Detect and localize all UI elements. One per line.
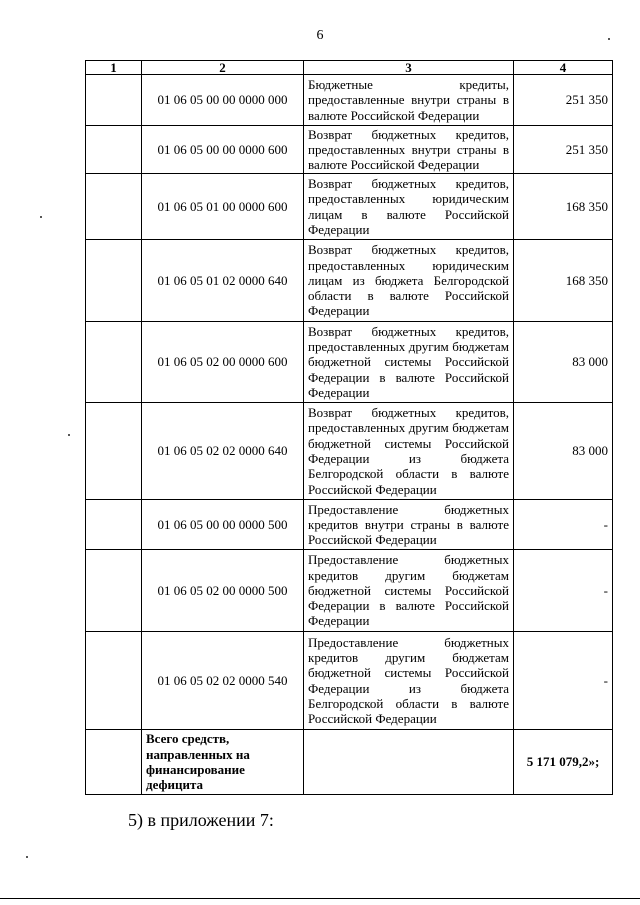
item-name: Предоставление бюджетных кредитов другим бюджетам бюджетной системы Российской Федерации из бюджета Белгородской области в валюте Российской Федерации [304,632,514,730]
item-name: Бюджетные кредиты, предоставленные внутри страны в валюте Российской Федерации [304,75,514,126]
table-row [86,550,613,632]
empty-cell [86,550,142,632]
scan-speck [68,434,70,436]
budget-code: 01 06 05 00 00 0000 600 [142,126,304,174]
item-amount: - [514,550,613,632]
item-name: Возврат бюджетных кредитов, предоставленных внутри страны в валюте Российской Федерации [304,126,514,174]
total-amount: 5 171 079,2»; [514,730,613,795]
item-amount: 168 350 [514,174,613,240]
budget-code: 01 06 05 02 02 0000 640 [142,403,304,500]
budget-code: 01 06 05 01 00 0000 600 [142,174,304,240]
table-row [86,322,613,403]
table-header-row [86,61,613,75]
empty-cell [86,632,142,730]
item-name: Возврат бюджетных кредитов, предоставленных юридическим лицам из бюджета Белгородской области в валюте Российской Федерации [304,240,514,322]
empty-cell [86,240,142,322]
scan-speck [608,38,610,40]
sources-financing-table [85,60,613,795]
budget-code: 01 06 05 02 00 0000 500 [142,550,304,632]
column-header-4: 4 [514,61,613,75]
empty-cell [86,174,142,240]
empty-cell [86,403,142,500]
item-name: Возврат бюджетных кредитов, предоставленных другим бюджетам бюджетной системы Российской Федерации из бюджета Белгородской области в валюте Российской Федерации [304,403,514,500]
item-name: Предоставление бюджетных кредитов другим бюджетам бюджетной системы Российской Федерации в валюте Российской Федерации [304,550,514,632]
empty-cell [86,730,142,795]
scan-speck [26,856,28,858]
table-row [86,174,613,240]
table-row [86,75,613,126]
budget-code: 01 06 05 01 02 0000 640 [142,240,304,322]
total-label: Всего средств, направленных на финансирование дефицита [142,730,304,795]
item-amount: 83 000 [514,403,613,500]
item-amount: 83 000 [514,322,613,403]
empty-cell [86,322,142,403]
item-amount: - [514,500,613,550]
column-header-3: 3 [304,61,514,75]
budget-code: 01 06 05 00 00 0000 000 [142,75,304,126]
item-amount: 251 350 [514,75,613,126]
empty-cell [86,75,142,126]
budget-code: 01 06 05 02 02 0000 540 [142,632,304,730]
item-name: Возврат бюджетных кредитов, предоставленных юридическим лицам в валюте Российской Федерации [304,174,514,240]
page-bottom-edge [0,898,640,899]
section-heading: 5) в приложении 7: [128,810,274,830]
column-header-2: 2 [142,61,304,75]
item-amount: 168 350 [514,240,613,322]
empty-cell [86,500,142,550]
scan-speck [40,216,42,218]
budget-code: 01 06 05 00 00 0000 500 [142,500,304,550]
item-amount: 251 350 [514,126,613,174]
table-row [86,126,613,174]
empty-cell [304,730,514,795]
table-row [86,632,613,730]
item-name: Возврат бюджетных кредитов, предоставленных другим бюджетам бюджетной системы Российской Федерации в валюте Российской Федерации [304,322,514,403]
item-amount: - [514,632,613,730]
table-row [86,240,613,322]
table-row [86,403,613,500]
budget-code: 01 06 05 02 00 0000 600 [142,322,304,403]
item-name: Предоставление бюджетных кредитов внутри страны в валюте Российской Федерации [304,500,514,550]
table-row [86,500,613,550]
total-row [86,730,613,795]
page-number: 6 [316,28,324,43]
empty-cell [86,126,142,174]
column-header-1: 1 [86,61,142,75]
